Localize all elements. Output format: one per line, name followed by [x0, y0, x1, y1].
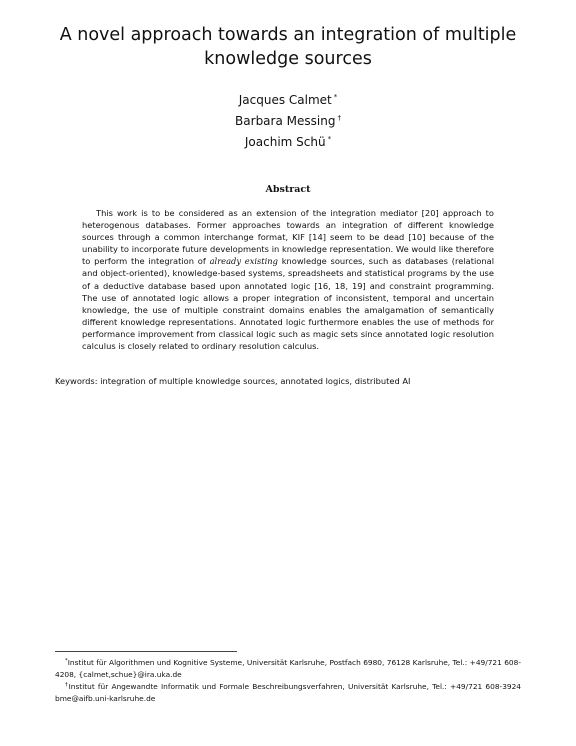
author-affiliation-mark: *	[327, 135, 332, 143]
footnote-mark: †	[65, 682, 69, 688]
abstract-text	[82, 207, 494, 352]
abstract-emphasis: already existing	[209, 256, 278, 267]
footnote-mark: *	[65, 658, 68, 664]
abstract-heading: Abstract	[265, 184, 311, 195]
author	[88, 88, 488, 109]
footnote	[55, 680, 521, 704]
abstract-text-part: This work is to be considered as an extension of the integration mediator [20] approach to heterogenous databases. Former approaches towards an integration of different knowledge sources through a common interchange format, KIF [14] seem to be dead [10] because of the unability to incorporate future developments in knowledge representation. We would like therefore to perform the integration of	[82, 208, 494, 267]
footnotes	[55, 656, 521, 704]
abstract-text-part: knowledge sources, such as databases (relational and object-oriented), knowledge-based systems, spreadsheets and statistical programs by the use of a deductive database based upon annotated logic [16, 18, 19] and constraint programming. The use of annotated logic allows a proper integration of inconsistent, temporal and uncertain knowledge, the use of multiple constraint domains enables the amalgamation of semantically different knowledge representations. Annotated logic furthermore enables the use of methods for performance improvement from classical logic such as magic sets since annotated logic resolution calculus is closely related to ordinary resolution calculus.	[82, 256, 494, 352]
author-list	[88, 88, 488, 151]
author	[88, 109, 488, 130]
footnote-divider	[55, 651, 237, 652]
author-name: Barbara Messing	[235, 114, 336, 128]
author-name: Joachim Schü	[244, 135, 326, 149]
paper-title: A novel approach towards an integration of multiple knowledge sources	[59, 25, 517, 69]
keywords: Keywords: integration of multiple knowledge sources, annotated logics, distributed AI	[55, 376, 411, 386]
author-name: Jacques Calmet	[238, 93, 332, 107]
footnote	[55, 656, 521, 680]
footnote-text: Institut für Algorithmen und Kognitive Systeme, Universität Karlsruhe, Postfach 6980, 76128 Karlsruhe, Tel.: +49/721 608-4208, {calmet,schue}@ira.uka.de	[55, 658, 521, 679]
author-affiliation-mark: †	[337, 114, 341, 122]
footnote-text: Institut für Angewandte Informatik und Formale Beschreibungsverfahren, Universität Karlsruhe, Tel.: +49/721 608-3924 bme@aifb.uni-karlsruhe.de	[55, 682, 521, 703]
author	[88, 130, 488, 151]
author-affiliation-mark: *	[333, 93, 338, 101]
